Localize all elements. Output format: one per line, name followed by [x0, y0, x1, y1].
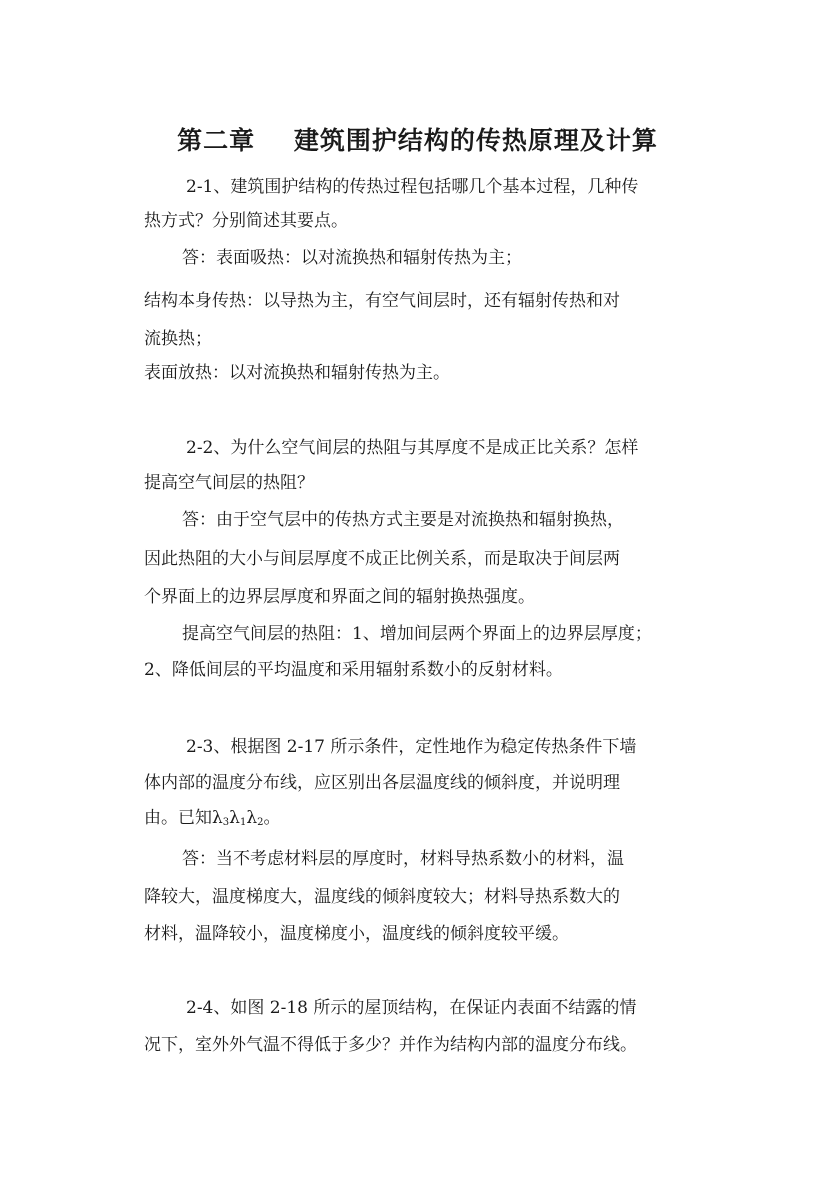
- q3-question-line2: 体内部的温度分布线，应区别出各层温度线的倾斜度，并说明理: [144, 773, 620, 793]
- q3-question-line3: [144, 807, 704, 834]
- q3-line3-suffix: 。: [263, 808, 281, 828]
- q2-answer-line2: 因此热阻的大小与间层厚度不成正比例关系，而是取决于间层两: [144, 549, 620, 569]
- q1-question-line2: 热方式？分别简述其要点。: [144, 211, 348, 231]
- lambda-symbol: λ: [229, 808, 240, 828]
- q2-answer-line4: 提高空气间层的热阻：1、增加间层两个界面上的边界层厚度；: [182, 624, 652, 644]
- q1-question-line1: 2-1、建筑围护结构的传热过程包括哪几个基本过程，几种传: [186, 177, 639, 197]
- lambda-symbol: λ: [212, 808, 223, 828]
- q2-answer-line1: 答：由于空气层中的传热方式主要是对流换热和辐射换热，: [182, 510, 624, 530]
- q1-answer-line3: 流换热；: [144, 329, 212, 349]
- q4-question-line1: 2-4、如图 2-18 所示的屋顶结构，在保证内表面不结露的情: [186, 998, 637, 1018]
- q1-answer-line1: 答：表面吸热：以对流换热和辐射传热为主；: [182, 248, 522, 268]
- chapter-title: 第二章 建筑围护结构的传热原理及计算: [177, 126, 658, 155]
- q3-line3-prefix: 由。已知: [144, 808, 212, 828]
- q3-answer-line2: 降较大，温度梯度大，温度线的倾斜度较大；材料导热系数大的: [144, 887, 620, 907]
- lambda-subscript-3: 3: [222, 817, 230, 828]
- lambda-subscript-1: 1: [239, 817, 247, 828]
- q3-question-line1: 2-3、根据图 2-17 所示条件，定性地作为稳定传热条件下墙: [186, 737, 637, 757]
- q3-answer-line1: 答：当不考虑材料层的厚度时，材料导热系数小的材料，温: [182, 849, 624, 869]
- q1-answer-line2: 结构本身传热：以导热为主，有空气间层时，还有辐射传热和对: [144, 291, 620, 311]
- q3-answer-line3: 材料，温降较小，温度梯度小，温度线的倾斜度较平缓。: [144, 924, 569, 944]
- lambda-symbol: λ: [246, 808, 258, 828]
- lambda-subscript-2: 2: [257, 817, 264, 828]
- q1-answer-line4: 表面放热：以对流换热和辐射传热为主。: [144, 363, 450, 383]
- q2-question-line2: 提高空气间层的热阻？: [144, 473, 314, 493]
- q2-answer-line3: 个界面上的边界层厚度和界面之间的辐射换热强度。: [144, 587, 535, 607]
- q4-question-line2: 况下，室外外气温不得低于多少？并作为结构内部的温度分布线。: [144, 1035, 637, 1055]
- q2-answer-line5: 2、降低间层的平均温度和采用辐射系数小的反射材料。: [144, 660, 563, 680]
- q2-question-line1: 2-2、为什么空气间层的热阻与其厚度不是成正比关系？怎样: [186, 438, 639, 458]
